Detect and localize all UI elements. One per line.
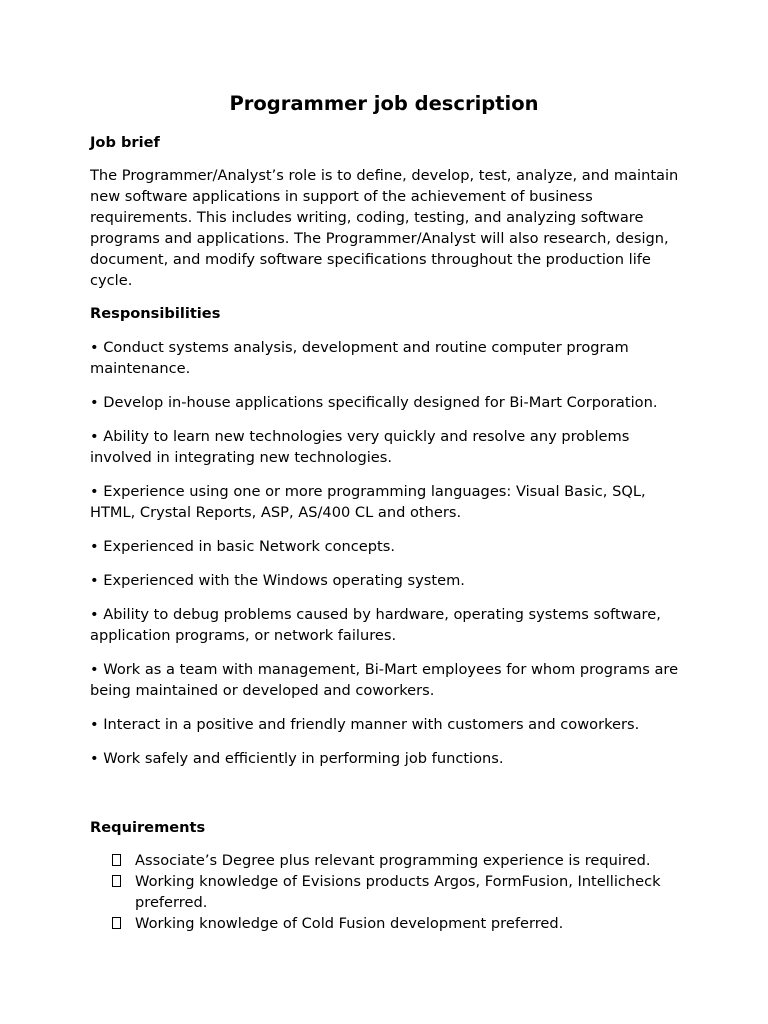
responsibility-item: • Conduct systems analysis, development and routine computer program maintenance.	[90, 339, 629, 377]
responsibility-item: • Ability to debug problems caused by hardware, operating systems software, application programs, or network failures.	[90, 606, 661, 644]
responsibility-item: • Experience using one or more programming languages: Visual Basic, SQL, HTML, Crystal Reports, ASP, AS/400 CL and others.	[90, 483, 646, 521]
requirement-text: Associate’s Degree plus relevant programming experience is required.	[135, 852, 651, 869]
responsibility-item: • Interact in a positive and friendly manner with customers and coworkers.	[90, 716, 640, 733]
missing-glyph-box-icon	[112, 917, 121, 929]
requirements-list	[90, 850, 690, 934]
job-brief-heading: Job brief	[90, 134, 160, 151]
responsibilities-heading: Responsibilities	[90, 305, 221, 322]
responsibility-item: • Work safely and efficiently in performing job functions.	[90, 750, 504, 767]
requirement-item	[90, 871, 690, 913]
requirement-text: Working knowledge of Evisions products Argos, FormFusion, Intellicheck preferred.	[135, 873, 661, 911]
missing-glyph-box-icon	[112, 875, 121, 887]
requirement-item	[90, 913, 690, 934]
page-title: Programmer job description	[229, 92, 539, 115]
document-content	[90, 91, 690, 934]
missing-glyph-box-icon	[112, 854, 121, 866]
responsibility-item: • Work as a team with management, Bi-Mart employees for whom programs are being maintained or developed and coworkers.	[90, 661, 679, 699]
requirements-heading: Requirements	[90, 819, 206, 836]
requirement-text: Working knowledge of Cold Fusion development preferred.	[135, 915, 564, 932]
responsibility-item: • Develop in-house applications specifically designed for Bi-Mart Corporation.	[90, 394, 658, 411]
responsibility-item: • Experienced with the Windows operating system.	[90, 572, 465, 589]
job-brief-text: The Programmer/Analyst’s role is to define, develop, test, analyze, and maintain new software applications in support of the achievement of business requirements. This includes writing, coding, testing, and analyzing software programs and applications. The Programmer/Analyst will also research, design, document, and modify software specifications throughout the production life cycle.	[90, 167, 679, 289]
requirement-item	[90, 850, 690, 871]
responsibility-item: • Experienced in basic Network concepts.	[90, 538, 396, 555]
responsibility-item: • Ability to learn new technologies very quickly and resolve any problems involved in integrating new technologies.	[90, 428, 630, 466]
